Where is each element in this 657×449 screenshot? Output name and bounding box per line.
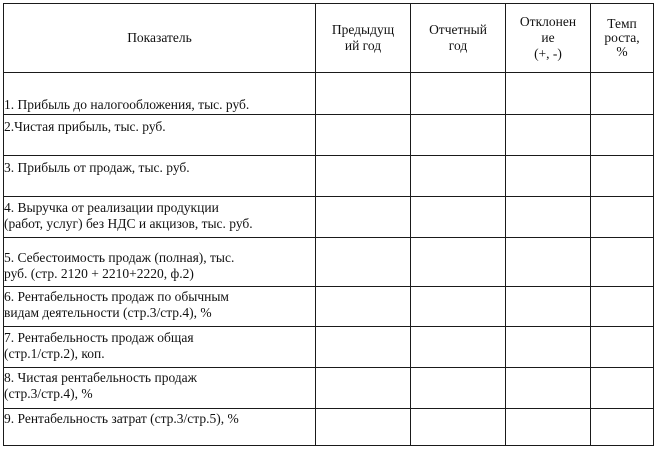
row-label-line1: 1. Прибыль до налогообложения, тыс. руб. bbox=[4, 97, 250, 112]
row-label-line1: 9. Рентабельность затрат (стр.3/стр.5), % bbox=[4, 411, 239, 426]
indicators-table bbox=[3, 3, 654, 446]
cell-growth-rate bbox=[591, 115, 654, 156]
row-label bbox=[4, 156, 316, 197]
header-previous-year-line2: ий год bbox=[344, 38, 382, 53]
cell-deviation bbox=[506, 197, 591, 238]
header-indicator bbox=[4, 4, 316, 73]
table-row bbox=[4, 368, 654, 409]
row-label-line1: 2.Чистая прибыль, тыс. руб. bbox=[4, 119, 166, 134]
row-label-line2: (работ, услуг) без НДС и акцизов, тыс. руб. bbox=[4, 216, 253, 231]
cell-previous-year bbox=[316, 368, 411, 409]
cell-reporting-year bbox=[411, 115, 506, 156]
header-reporting-year-line2: год bbox=[448, 38, 468, 53]
cell-previous-year bbox=[316, 287, 411, 327]
row-label-line1: 8. Чистая рентабельность продаж bbox=[4, 370, 197, 385]
table-row bbox=[4, 115, 654, 156]
cell-growth-rate bbox=[591, 287, 654, 327]
table-row bbox=[4, 156, 654, 197]
table-row bbox=[4, 197, 654, 238]
table-row bbox=[4, 73, 654, 115]
cell-reporting-year bbox=[411, 368, 506, 409]
cell-growth-rate bbox=[591, 327, 654, 368]
cell-deviation bbox=[506, 115, 591, 156]
cell-growth-rate bbox=[591, 156, 654, 197]
header-growth-rate bbox=[591, 4, 654, 73]
header-deviation bbox=[506, 4, 591, 73]
header-growth-rate-line3: % bbox=[616, 44, 628, 59]
cell-reporting-year bbox=[411, 156, 506, 197]
row-label bbox=[4, 327, 316, 368]
cell-reporting-year bbox=[411, 409, 506, 446]
row-label bbox=[4, 368, 316, 409]
cell-previous-year bbox=[316, 327, 411, 368]
cell-deviation bbox=[506, 368, 591, 409]
header-indicator-label: Показатель bbox=[127, 30, 192, 45]
cell-reporting-year bbox=[411, 287, 506, 327]
cell-reporting-year bbox=[411, 238, 506, 287]
cell-deviation bbox=[506, 409, 591, 446]
row-label-line2: руб. (стр. 2120 + 2210+2220, ф.2) bbox=[4, 266, 194, 281]
table-row bbox=[4, 409, 654, 446]
header-row bbox=[4, 4, 654, 73]
header-growth-rate-line1: Темп bbox=[607, 16, 637, 31]
row-label bbox=[4, 238, 316, 287]
table-row bbox=[4, 327, 654, 368]
header-deviation-line3: (+, -) bbox=[534, 46, 562, 61]
cell-growth-rate bbox=[591, 409, 654, 446]
header-previous-year bbox=[316, 4, 411, 73]
header-reporting-year bbox=[411, 4, 506, 73]
header-reporting-year-line1: Отчетный bbox=[429, 22, 487, 37]
cell-reporting-year bbox=[411, 327, 506, 368]
row-label bbox=[4, 73, 316, 115]
cell-growth-rate bbox=[591, 197, 654, 238]
cell-growth-rate bbox=[591, 368, 654, 409]
row-label bbox=[4, 287, 316, 327]
row-label-line1: 7. Рентабельность продаж общая bbox=[4, 330, 194, 345]
cell-reporting-year bbox=[411, 73, 506, 115]
cell-deviation bbox=[506, 327, 591, 368]
table-row bbox=[4, 238, 654, 287]
cell-previous-year bbox=[316, 238, 411, 287]
row-label bbox=[4, 197, 316, 238]
cell-reporting-year bbox=[411, 197, 506, 238]
row-label-line2: (стр.1/стр.2), коп. bbox=[4, 346, 105, 361]
row-label bbox=[4, 409, 316, 446]
row-label-line1: 6. Рентабельность продаж по обычным bbox=[4, 289, 229, 304]
cell-previous-year bbox=[316, 156, 411, 197]
cell-deviation bbox=[506, 73, 591, 115]
row-label-line1: 3. Прибыль от продаж, тыс. руб. bbox=[4, 160, 190, 175]
row-label-line2: видам деятельности (стр.3/стр.4), % bbox=[4, 305, 212, 320]
cell-deviation bbox=[506, 238, 591, 287]
header-growth-rate-line2: роста, bbox=[604, 30, 640, 45]
row-label-line1: 5. Себестоимость продаж (полная), тыс. bbox=[4, 250, 235, 265]
cell-previous-year bbox=[316, 197, 411, 238]
table-row bbox=[4, 287, 654, 327]
cell-previous-year bbox=[316, 409, 411, 446]
row-label bbox=[4, 115, 316, 156]
row-label-line2: (стр.3/стр.4), % bbox=[4, 386, 93, 401]
row-label-line1: 4. Выручка от реализации продукции bbox=[4, 200, 219, 215]
cell-deviation bbox=[506, 287, 591, 327]
cell-deviation bbox=[506, 156, 591, 197]
header-deviation-line2: ие bbox=[541, 30, 555, 45]
header-deviation-line1: Отклонен bbox=[519, 14, 577, 29]
cell-growth-rate bbox=[591, 238, 654, 287]
cell-growth-rate bbox=[591, 73, 654, 115]
header-previous-year-line1: Предыдущ bbox=[331, 22, 395, 37]
cell-previous-year bbox=[316, 73, 411, 115]
cell-previous-year bbox=[316, 115, 411, 156]
